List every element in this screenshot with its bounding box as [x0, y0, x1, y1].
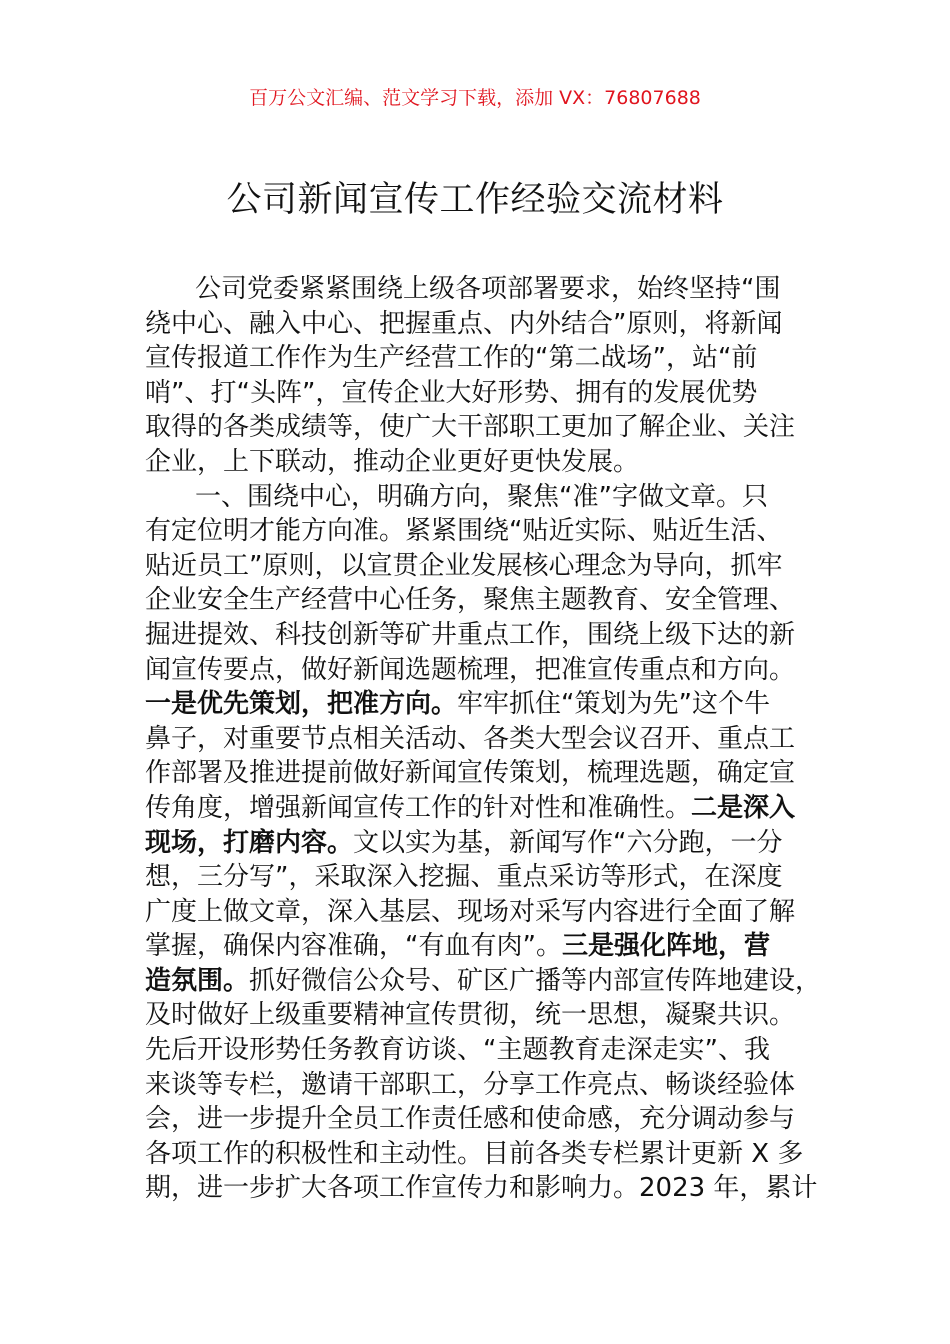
paragraph-text: 有定位明才能方向准。紧紧围绕“贴近实际、贴近生活、: [145, 516, 783, 547]
paragraph-text: 贴近员工”原则，以宣贯企业发展核心理念为导向，抓牢: [145, 550, 783, 581]
paragraph-text: 来谈等专栏，邀请干部职工，分享工作亮点、畅谈经验体: [145, 1069, 796, 1100]
body-line: [145, 998, 835, 1033]
bold-heading-text: 造氛围。: [145, 965, 250, 996]
body-line: [145, 756, 835, 791]
paragraph-text: 一、围绕中心，明确方向，聚焦“准”字做文章。只: [195, 481, 768, 512]
bold-heading-text: 一是优先策划，把准方向。: [145, 689, 458, 720]
body-line: [145, 549, 835, 584]
document-title: 公司新闻宣传工作经验交流材料: [226, 180, 724, 220]
body-line: [145, 341, 835, 376]
paragraph-text: 会，进一步提升全员工作责任感和使命感，充分调动参与: [145, 1104, 796, 1135]
paragraph-text: 掘进提效、科技创新等矿井重点工作，围绕上级下达的新: [145, 619, 796, 650]
paragraph-text: 鼻子，对重要节点相关活动、各类大型会议召开、重点工: [145, 723, 796, 754]
body-line: [145, 618, 835, 653]
paragraph-text: 企业安全生产经营中心任务，聚焦主题教育、安全管理、: [145, 585, 796, 616]
paragraph-text: 抓好微信公众号、矿区广播等内部宣传阵地建设，: [249, 965, 822, 996]
body-line: [145, 410, 835, 445]
paragraph-text: 期，进一步扩大各项工作宣传力和影响力。2023 年，累计: [145, 1173, 818, 1204]
body-line: [145, 722, 835, 757]
paragraph-text: 及时做好上级重要精神宣传贯彻，统一思想，凝聚共识。: [145, 1000, 796, 1031]
body-line: [145, 445, 835, 480]
paragraph-text: 哨”、打“头阵”，宣传企业大好形势、拥有的发展优势: [145, 377, 758, 408]
paragraph-text: 绕中心、融入中心、把握重点、内外结合”原则，将新闻: [145, 308, 783, 339]
paragraph-text: 传角度，增强新闻宣传工作的针对性和准确性。: [145, 792, 692, 823]
body-line: [145, 480, 835, 515]
document-body: [145, 272, 835, 1206]
body-line: [145, 583, 835, 618]
body-line: [145, 687, 835, 722]
paragraph-text: 掌握，确保内容准确，“有血有肉”。: [145, 931, 562, 962]
paragraph-text: 广度上做文章，深入基层、现场对采写内容进行全面了解: [145, 896, 796, 927]
bold-heading-text: 三是强化阵地，营: [561, 931, 770, 962]
body-line: [145, 272, 835, 307]
paragraph-text: 想，三分写”，采取深入挖掘、重点采访等形式，在深度: [145, 862, 783, 893]
bold-heading-text: 二是深入: [691, 792, 796, 823]
body-line: [145, 791, 835, 826]
body-line: [145, 1033, 835, 1068]
watermark-header: 百万公文汇编、范文学习下载，添加 VX：76807688: [249, 87, 701, 109]
body-line: [145, 376, 835, 411]
body-line: [145, 514, 835, 549]
body-line: [145, 1102, 835, 1137]
paragraph-text: 先后开设形势任务教育访谈、“主题教育走深走实”、我: [145, 1035, 770, 1066]
paragraph-text: 作部署及推进提前做好新闻宣传策划，梳理选题，确定宣: [145, 758, 796, 789]
body-line: [145, 307, 835, 342]
paragraph-text: 公司党委紧紧围绕上级各项部署要求，始终坚持“围: [195, 274, 781, 304]
body-line: [145, 860, 835, 895]
paragraph-text: 闻宣传要点，做好新闻选题梳理，把准宣传重点和方向。: [145, 654, 796, 685]
body-line: [145, 826, 835, 861]
paragraph-text: 文以实为基，新闻写作“六分跑，一分: [353, 827, 783, 858]
body-line: [145, 1171, 835, 1206]
body-line: [145, 964, 835, 999]
paragraph-text: 牢牢抓住“策划为先”这个牛: [457, 689, 770, 720]
body-line: [145, 895, 835, 930]
body-line: [145, 653, 835, 688]
body-line: [145, 929, 835, 964]
paragraph-text: 取得的各类成绩等，使广大干部职工更加了解企业、关注: [145, 412, 796, 443]
paragraph-text: 各项工作的积极性和主动性。目前各类专栏累计更新 X 多: [145, 1138, 804, 1169]
paragraph-text: 企业，上下联动，推动企业更好更快发展。: [145, 446, 640, 477]
body-line: [145, 1068, 835, 1103]
body-line: [145, 1137, 835, 1172]
paragraph-text: 宣传报道工作作为生产经营工作的“第二战场”，站“前: [145, 343, 758, 374]
bold-heading-text: 现场，打磨内容。: [145, 827, 354, 858]
